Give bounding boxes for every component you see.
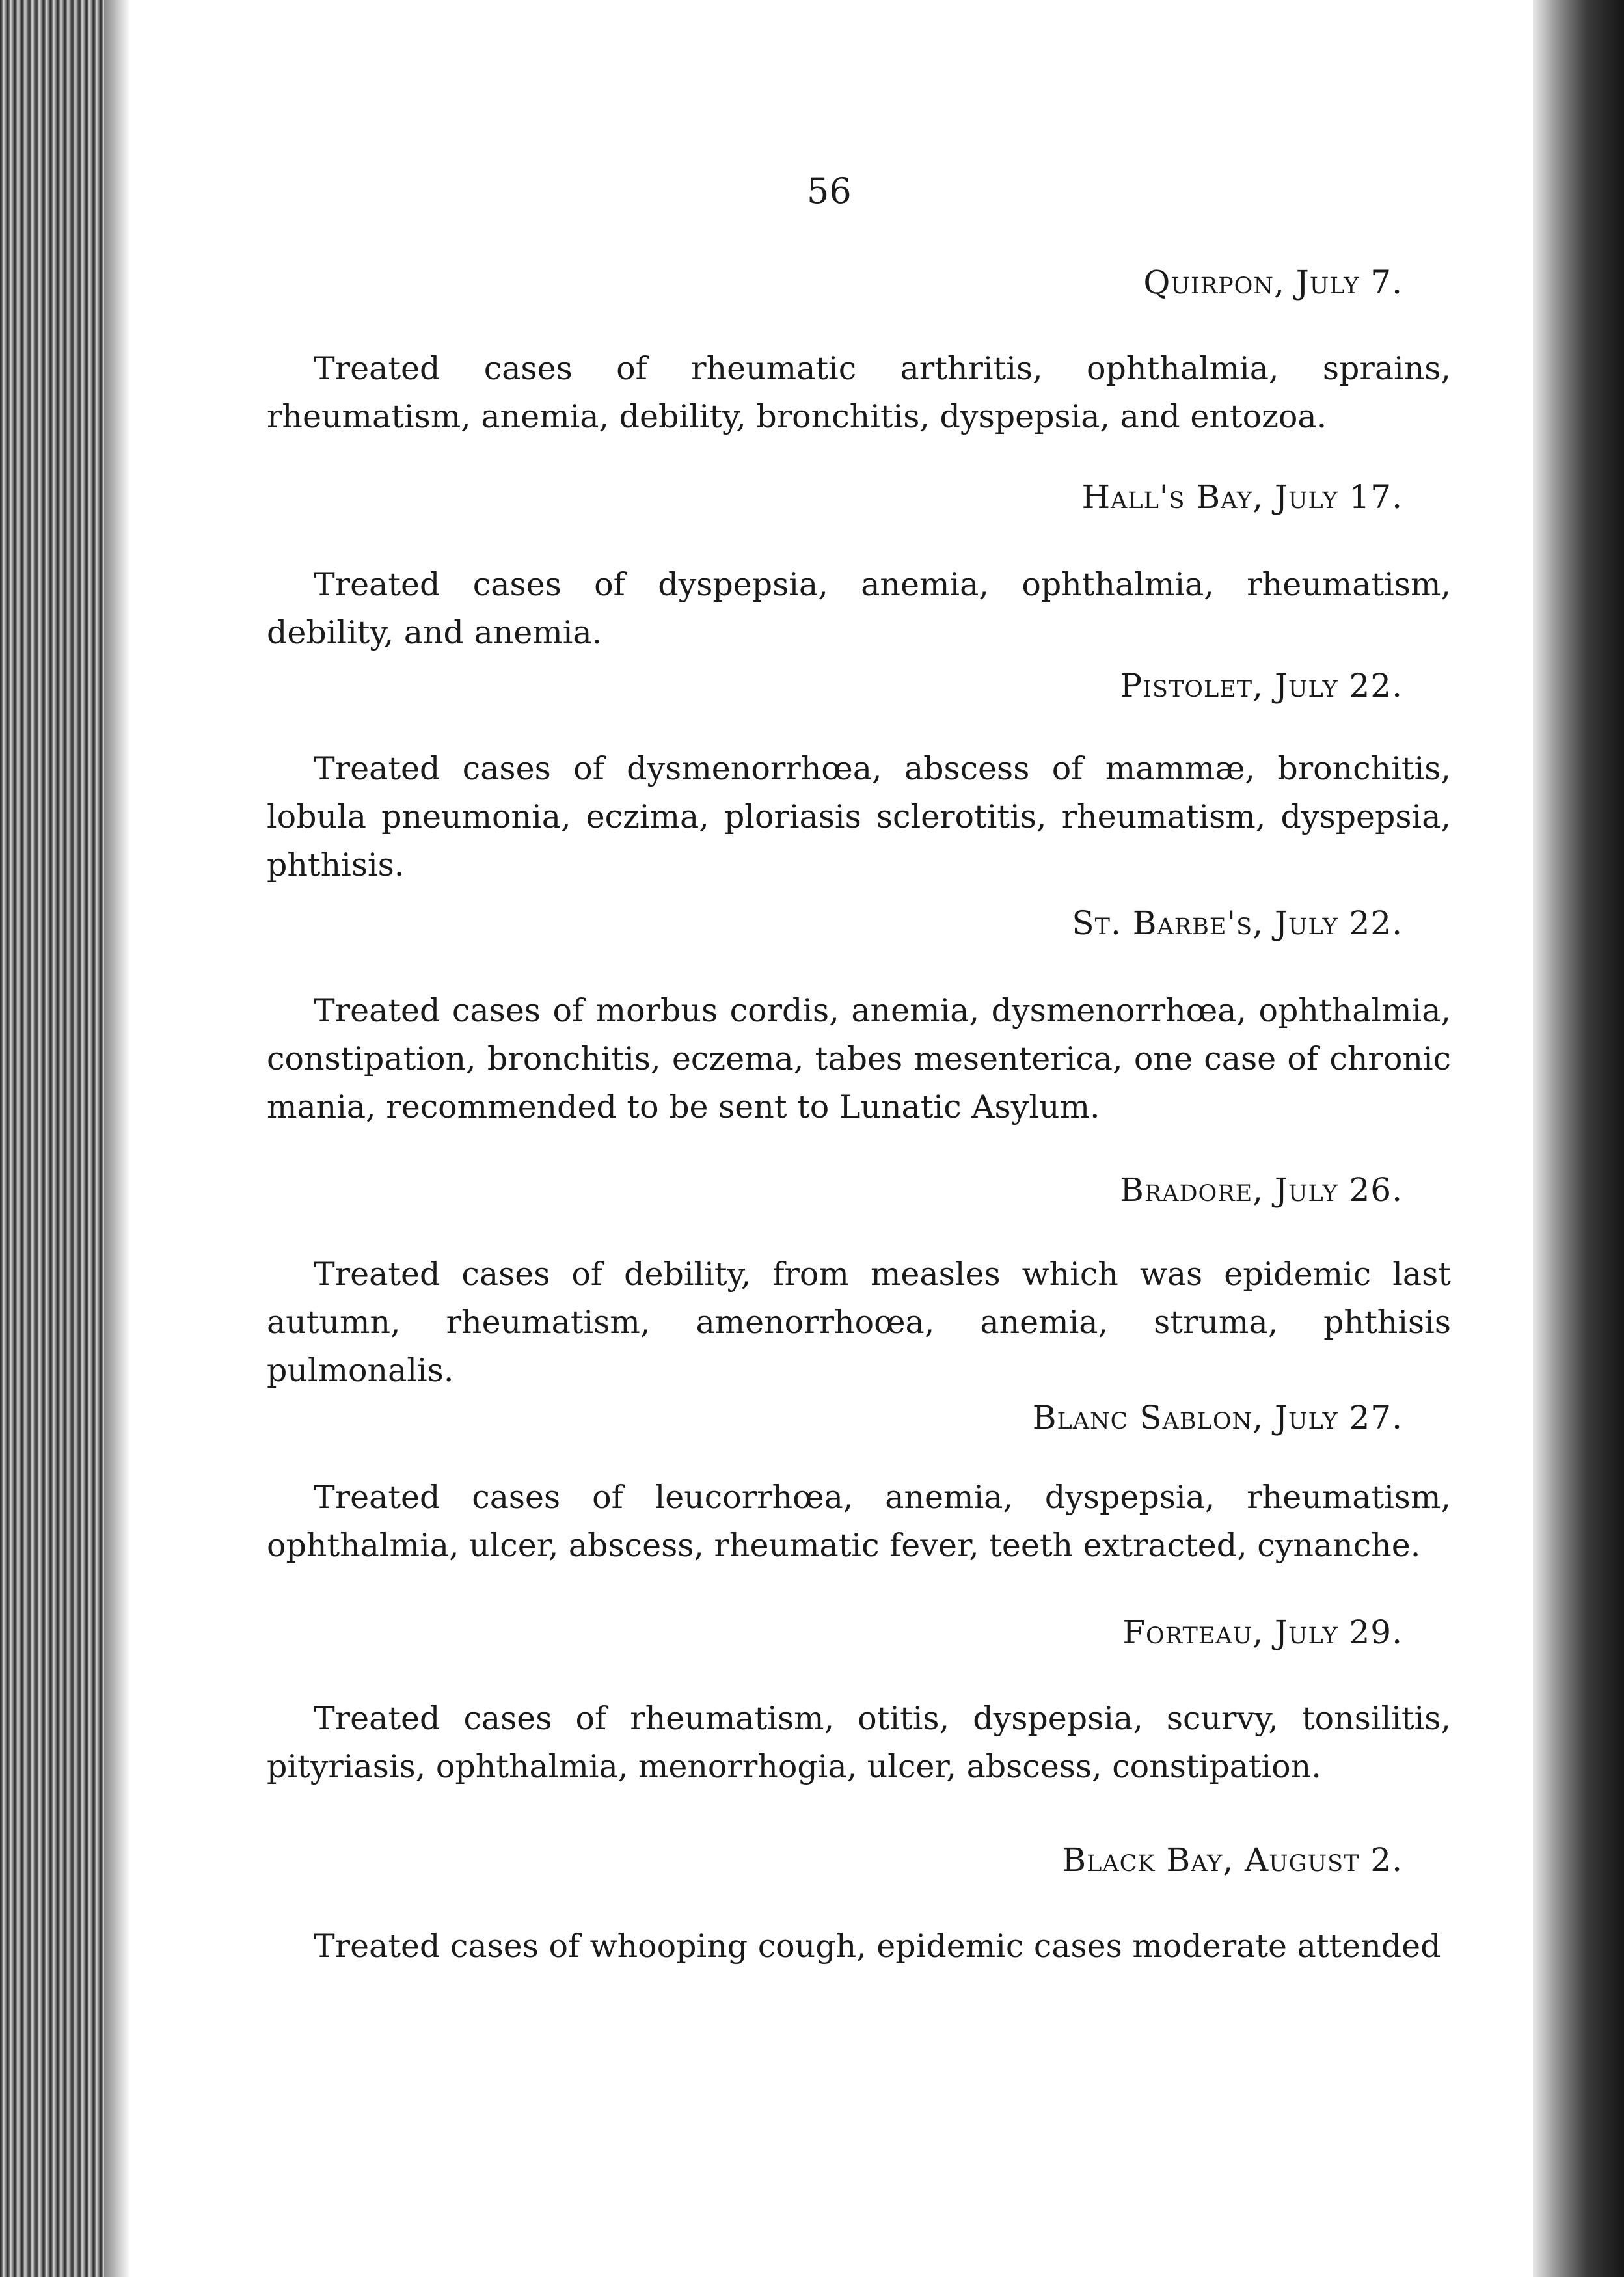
entry-heading-halls-bay: Hall's Bay, July 17.: [1081, 478, 1403, 516]
entry-text-quirpon: Treated cases of rheumatic arthritis, ophthalmia, sprains, rheumatism, anemia, debility, bronchitis, dyspepsia, and entozoa.: [267, 350, 1451, 435]
page-number: 56: [807, 170, 852, 211]
entry-text-forteau: Treated cases of rheumatism, otitis, dyspepsia, scurvy, tonsilitis, pityriasis, ophthalmia, menorrhogia, ulcer, abscess, constipation.: [267, 1700, 1451, 1785]
entry-text-blanc-sablon: Treated cases of leucorrhœa, anemia, dyspepsia, rheumatism, ophthalmia, ulcer, abscess, rheumatic fever, teeth extracted, cynanche.: [267, 1479, 1451, 1564]
document-page: [130, 0, 1533, 2277]
entry-heading-st-barbes: St. Barbe's, July 22.: [1072, 904, 1403, 942]
entry-heading-quirpon: Quirpon, July 7.: [1143, 263, 1403, 301]
entry-text-bradore: Treated cases of debility, from measles which was epidemic last autumn, rheumatism, amenorrhoœa, anemia, struma, phthisis pulmonalis.: [267, 1256, 1451, 1389]
entry-heading-blanc-sablon: Blanc Sablon, July 27.: [1032, 1399, 1403, 1436]
entry-heading-forteau: Forteau, July 29.: [1122, 1613, 1403, 1651]
entry-text-st-barbes: Treated cases of morbus cordis, anemia, dysmenorrhœa, ophthalmia, constipation, bronchitis, eczema, tabes mesenterica, one case of chronic mania, recommended to be sent to Lunatic Asylum.: [267, 992, 1451, 1125]
entry-heading-pistolet: Pistolet, July 22.: [1120, 667, 1403, 705]
entry-text-pistolet: Treated cases of dysmenorrhœa, abscess of mammæ, bronchitis, lobula pneumonia, eczima, ploriasis sclerotitis, rheumatism, dyspepsia, phthisis.: [267, 750, 1451, 883]
page-edge-left-fade: [104, 0, 130, 2277]
page-gutter-right: [1533, 0, 1624, 2277]
entry-text-black-bay: Treated cases of whooping cough, epidemic cases moderate attended: [314, 1928, 1441, 1965]
entry-heading-black-bay: Black Bay, August 2.: [1062, 1841, 1403, 1879]
entry-heading-bradore: Bradore, July 26.: [1120, 1171, 1403, 1209]
entry-text-halls-bay: Treated cases of dyspepsia, anemia, ophthalmia, rheumatism, debility, and anemia.: [267, 566, 1451, 651]
page-edge-left: [0, 0, 114, 2277]
